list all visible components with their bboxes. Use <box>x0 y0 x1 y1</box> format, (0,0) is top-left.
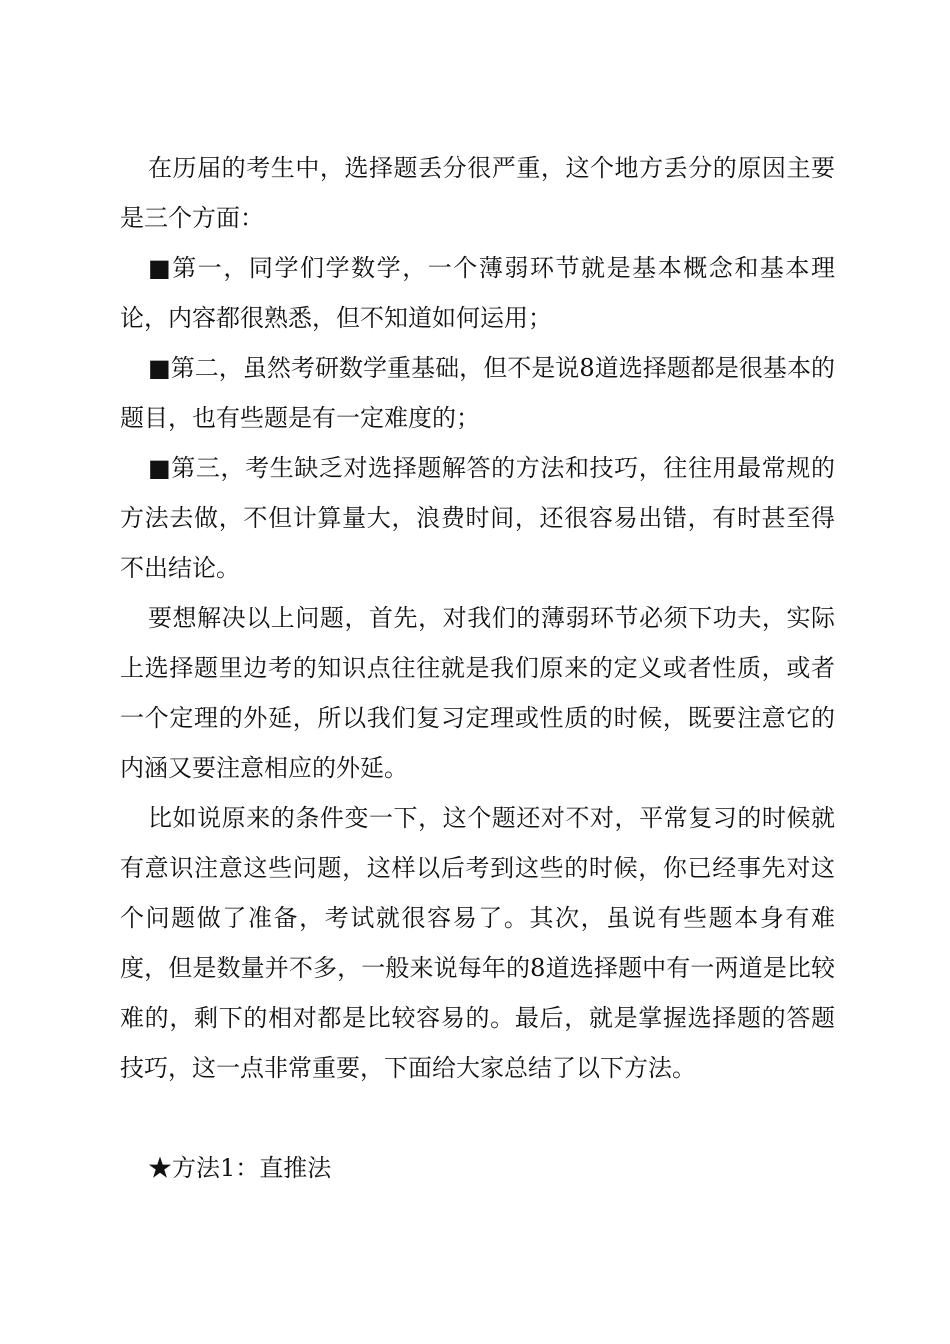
square-bullet-icon: ■ <box>148 254 171 282</box>
point-text-1: 第一，同学们学数学，一个薄弱环节就是基本概念和基本理论，内容都很熟悉，但不知道如何运用； <box>120 254 835 332</box>
point-text-2: 第二，虽然考研数学重基础，但不是说8道选择题都是很基本的题目，也有些题是有一定难度的； <box>120 354 835 432</box>
point-paragraph-2 <box>120 343 835 443</box>
blank-line <box>120 1093 835 1143</box>
point-text-3: 第三，考生缺乏对选择题解答的方法和技巧，往往用最常规的方法去做，不但计算量大，浪费时间，还很容易出错，有时甚至得不出结论。 <box>120 454 835 582</box>
intro-paragraph: 在历届的考生中，选择题丢分很严重，这个地方丢分的原因主要是三个方面： <box>120 154 835 232</box>
point-paragraph-3 <box>120 443 835 593</box>
solution-paragraph: 要想解决以上问题，首先，对我们的薄弱环节必须下功夫，实际上选择题里边考的知识点往往就是我们原来的定义或者性质，或者一个定理的外延，所以我们复习定理或性质的时候，既要注意它的内涵又要注意相应的外延。 <box>120 604 835 782</box>
example-paragraph: 比如说原来的条件变一下，这个题还对不对，平常复习的时候就有意识注意这些问题，这样以后考到这些的时候，你已经事先对这个问题做了准备，考试就很容易了。其次，虽说有些题本身有难度，但是数量并不多，一般来说每年的8道选择题中有一两道是比较难的，剩下的相对都是比较容易的。最后，就是掌握选择题的答题技巧，这一点非常重要，下面给大家总结了以下方法。 <box>120 804 835 1082</box>
square-bullet-icon: ■ <box>148 454 171 482</box>
square-bullet-icon: ■ <box>148 354 171 382</box>
document-body <box>120 143 835 1193</box>
method-heading: ★方法1：直推法 <box>148 1154 332 1182</box>
point-paragraph-1 <box>120 243 835 343</box>
